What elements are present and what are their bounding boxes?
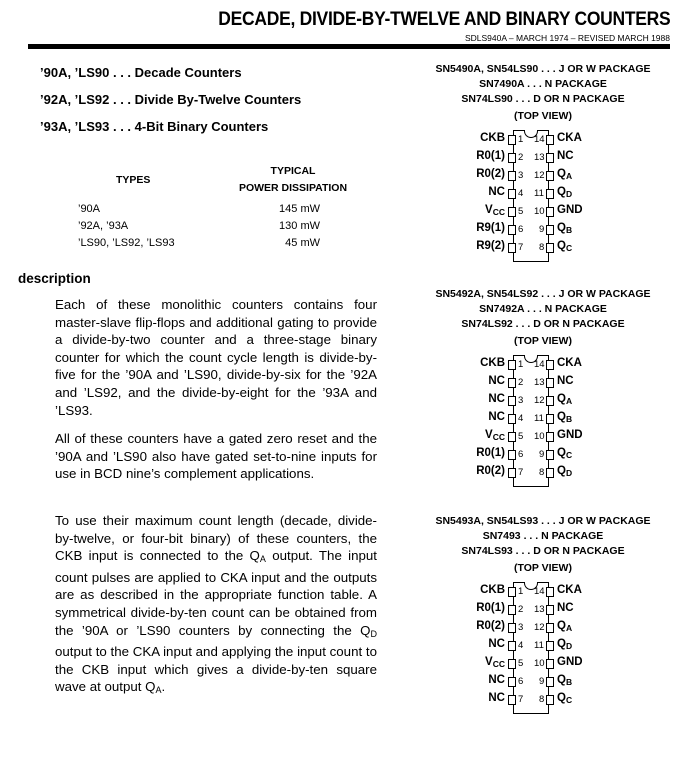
pin-box [546,225,554,235]
pin-number: 7 [518,694,524,705]
pin-subscript: CC [492,432,505,442]
pin-name: Q [557,393,566,405]
pin-number: 8 [539,694,545,705]
package-line: SN74LS93 . . . D OR N PACKAGE [461,545,625,557]
pin-number: 4 [518,640,524,651]
pin-number: 6 [518,449,524,460]
pin-box [508,623,516,633]
package-line: SN74LS90 . . . D OR N PACKAGE [461,93,625,105]
section-heading: description [18,271,91,286]
pin-subscript: D [565,189,573,199]
pin-name: R0(2) [476,168,505,180]
pin-number: 7 [518,467,524,478]
typical-header: TYPICAL [270,165,316,177]
pin-label [557,168,572,181]
pin-name: Q [557,240,566,252]
pin-label [557,186,572,199]
pin-name: GND [557,656,583,668]
power-cell: 145 mW [279,203,320,215]
pin-name: Q [557,168,566,180]
pin-number: 5 [518,206,524,217]
power-cell: 45 mW [285,237,320,249]
pin-box [508,189,516,199]
pin-label [445,411,505,423]
pin-box [508,432,516,442]
pin-subscript: C [565,450,573,460]
power-dissipation-header: POWER DISSIPATION [238,182,348,194]
pin-name: CKB [480,357,505,369]
pin-name: Q [557,447,566,459]
pin-number: 3 [518,170,524,181]
pin-number: 10 [534,206,545,217]
type-cell: ’LS90, ’LS92, ’LS93 [78,237,175,249]
pin-label [445,447,505,459]
pin-box [508,135,516,145]
package-line: SN5493A, SN54LS93 . . . J OR W PACKAGE [435,515,651,527]
package-line: SN7492A . . . N PACKAGE [479,303,607,315]
pin-label [557,692,572,705]
pin-name: Q [557,411,566,423]
document-id: SDLS940A – MARCH 1974 – REVISED MARCH 1988 [464,33,670,43]
package-line: SN5492A, SN54LS92 . . . J OR W PACKAGE [435,288,651,300]
pin-box [546,468,554,478]
pin-box [546,450,554,460]
pin-name: Q [557,222,566,234]
pin-name: Q [557,186,566,198]
pin-box [546,153,554,163]
pin-subscript: D [565,468,573,478]
pin-label [445,656,505,669]
package-line: SN7493 . . . N PACKAGE [482,530,604,542]
pin-label [557,240,572,253]
paragraph-1: Each of these monolithic counters contains four master-slave flip-flops and additional gating to provide a divide-by-two counter and a three-stage binary counter for which the count cycle length is divide-by-five for the ’90A and ’LS90, divide-by-six for the ’92A and ’LS92, and the divide-by-eight for the ’93A and ’LS93. [55,297,377,418]
pin-name: NC [488,393,505,405]
pin-name: V [485,204,493,216]
pin-label [557,204,583,216]
pin-subscript: C [565,695,573,705]
feature-92: ’92A, ’LS92 . . . Divide By-Twelve Counters [40,92,302,107]
pin-number: 1 [518,134,524,145]
pin-subscript: B [565,414,573,424]
pin-name: Q [557,465,566,477]
feature-93: ’93A, ’LS93 . . . 4-Bit Binary Counters [40,119,269,134]
pin-box [508,153,516,163]
pin-label [445,692,505,704]
pin-box [546,171,554,181]
pin-number: 11 [534,188,544,199]
feature-90: ’90A, ’LS90 . . . Decade Counters [40,65,242,80]
pin-label [557,393,572,406]
pin-name: NC [488,375,505,387]
pin-label [557,411,572,424]
pin-number: 10 [534,431,545,442]
pin-label [557,602,574,614]
paragraph-2: All of these counters have a gated zero reset and the ’90A and ’LS90 also have gated set-to-nine inputs for use in BCD nine’s complement applications. [55,431,377,482]
pin-label [557,222,572,235]
pin-label [445,674,505,686]
pin-label [445,186,505,198]
pin-number: 12 [534,622,545,633]
pin-subscript: CC [492,207,505,217]
pin-box [508,207,516,217]
pin-number: 9 [539,224,545,235]
pin-name: Q [557,638,566,650]
pin-name: CKB [480,132,505,144]
pin-label [557,375,574,387]
pin-box [508,414,516,424]
pin-name: NC [488,411,505,423]
power-cell: 130 mW [279,220,320,232]
pin-subscript: D [565,641,573,651]
pin-number: 14 [534,359,545,370]
top-view-label: (TOP VIEW) [514,335,572,347]
pin-number: 12 [534,395,545,406]
pin-number: 5 [518,658,524,669]
pin-number: 10 [534,658,545,669]
pin-subscript: B [565,677,573,687]
pin-label [445,204,505,217]
pin-label [557,447,572,460]
pin-name: NC [488,692,505,704]
pin-box [508,605,516,615]
pin-box [546,414,554,424]
pin-number: 12 [534,170,545,181]
pin-label [445,602,505,614]
pin-box [546,135,554,145]
top-view-label: (TOP VIEW) [514,562,572,574]
pin-box [508,396,516,406]
pin-number: 1 [518,586,524,597]
header-rule [28,44,670,49]
pin-number: 6 [518,676,524,687]
pin-number: 9 [539,676,545,687]
pin-box [508,450,516,460]
pin-label [445,357,505,369]
pin-name: GND [557,204,583,216]
pin-number: 13 [534,377,545,388]
type-cell: ’90A [78,203,101,215]
pin-label [445,638,505,650]
pin-label [445,240,505,252]
pin-label [557,638,572,651]
pin-box [546,677,554,687]
pin-label [445,620,505,632]
pin-label [445,584,505,596]
pin-number: 8 [539,242,545,253]
pin-name: NC [488,674,505,686]
pin-name: CKB [480,584,505,596]
pin-name: CKA [557,584,582,596]
pin-name: R0(1) [476,150,505,162]
pin-box [546,623,554,633]
pin-label [557,429,583,441]
pin-number: 11 [534,413,544,424]
pin-name: GND [557,429,583,441]
package-line: SN7490A . . . N PACKAGE [479,78,607,90]
pin-number: 4 [518,188,524,199]
pin-number: 2 [518,152,524,163]
pin-name: NC [488,186,505,198]
pin-number: 6 [518,224,524,235]
pin-label [445,429,505,442]
pin-number: 1 [518,359,524,370]
pin-number: 5 [518,431,524,442]
pin-box [508,378,516,388]
pin-box [508,587,516,597]
pin-name: CKA [557,357,582,369]
types-header: TYPES [116,174,151,186]
pin-subscript: CC [492,659,505,669]
pin-name: V [485,429,493,441]
pin-box [508,243,516,253]
paragraph-3: To use their maximum count length (decade, divide-by-twelve, or four-bit binary) of these counters, the CKB input is connected to the $Q_A$ output. The input count pulses are applied to CKA input and the outputs are as described in the appropriate function table. A symmetrical divide-by-ten count can be obtained from the ’90A or ’LS90 counters by connecting the $Q_D$ output to the CKA input and applying the input count to the CKB input which gives a divide-by-ten square wave at output $Q_A$. [55,513,377,696]
pin-number: 3 [518,622,524,633]
page-title: DECADE, DIVIDE-BY-TWELVE AND BINARY COUNTERS [217,9,670,30]
pin-box [546,432,554,442]
pin-number: 9 [539,449,545,460]
pin-name: NC [557,150,574,162]
pin-label [445,465,505,477]
pin-number: 14 [534,586,545,597]
pin-number: 4 [518,413,524,424]
pin-number: 13 [534,152,545,163]
pin-label [557,132,582,144]
pin-name: R0(1) [476,602,505,614]
pin-subscript: B [565,225,573,235]
pin-number: 14 [534,134,545,145]
pin-box [546,659,554,669]
pin-box [546,189,554,199]
pin-name: R9(2) [476,240,505,252]
pin-number: 7 [518,242,524,253]
pin-label [445,168,505,180]
package-line: SN5490A, SN54LS90 . . . J OR W PACKAGE [435,63,651,75]
pin-label [557,674,572,687]
pin-box [546,605,554,615]
pin-box [508,695,516,705]
pin-name: R0(2) [476,465,505,477]
package-line: SN74LS92 . . . D OR N PACKAGE [461,318,625,330]
pin-name: Q [557,692,566,704]
pin-box [546,360,554,370]
pin-name: NC [557,375,574,387]
pin-number: 2 [518,377,524,388]
pin-box [508,677,516,687]
pin-number: 2 [518,604,524,615]
pin-label [445,375,505,387]
pin-label [557,150,574,162]
pin-label [557,584,582,596]
pin-subscript: A [565,623,573,633]
pin-number: 3 [518,395,524,406]
pin-box [508,225,516,235]
pin-label [445,222,505,234]
pin-subscript: A [565,396,573,406]
pin-name: NC [557,602,574,614]
pin-box [508,659,516,669]
pin-box [546,396,554,406]
pin-name: CKA [557,132,582,144]
pin-number: 11 [534,640,544,651]
pin-box [508,641,516,651]
pin-box [508,171,516,181]
pin-label [557,465,572,478]
pin-label [445,393,505,405]
pin-name: R0(1) [476,447,505,459]
pin-name: Q [557,620,566,632]
pin-name: NC [488,638,505,650]
pin-subscript: A [565,171,573,181]
pin-box [546,243,554,253]
pin-box [508,468,516,478]
type-cell: ’92A, ’93A [78,220,129,232]
pin-box [546,695,554,705]
pin-subscript: C [565,243,573,253]
pin-box [546,641,554,651]
pin-label [557,357,582,369]
pin-name: Q [557,674,566,686]
pin-box [546,207,554,217]
pin-box [508,360,516,370]
pin-number: 8 [539,467,545,478]
pin-number: 13 [534,604,545,615]
pin-name: R9(1) [476,222,505,234]
pin-name: V [485,656,493,668]
pin-label [557,620,572,633]
pin-box [546,378,554,388]
pin-label [557,656,583,668]
top-view-label: (TOP VIEW) [514,110,572,122]
pin-label [445,132,505,144]
pin-box [546,587,554,597]
pin-name: R0(2) [476,620,505,632]
pin-label [445,150,505,162]
